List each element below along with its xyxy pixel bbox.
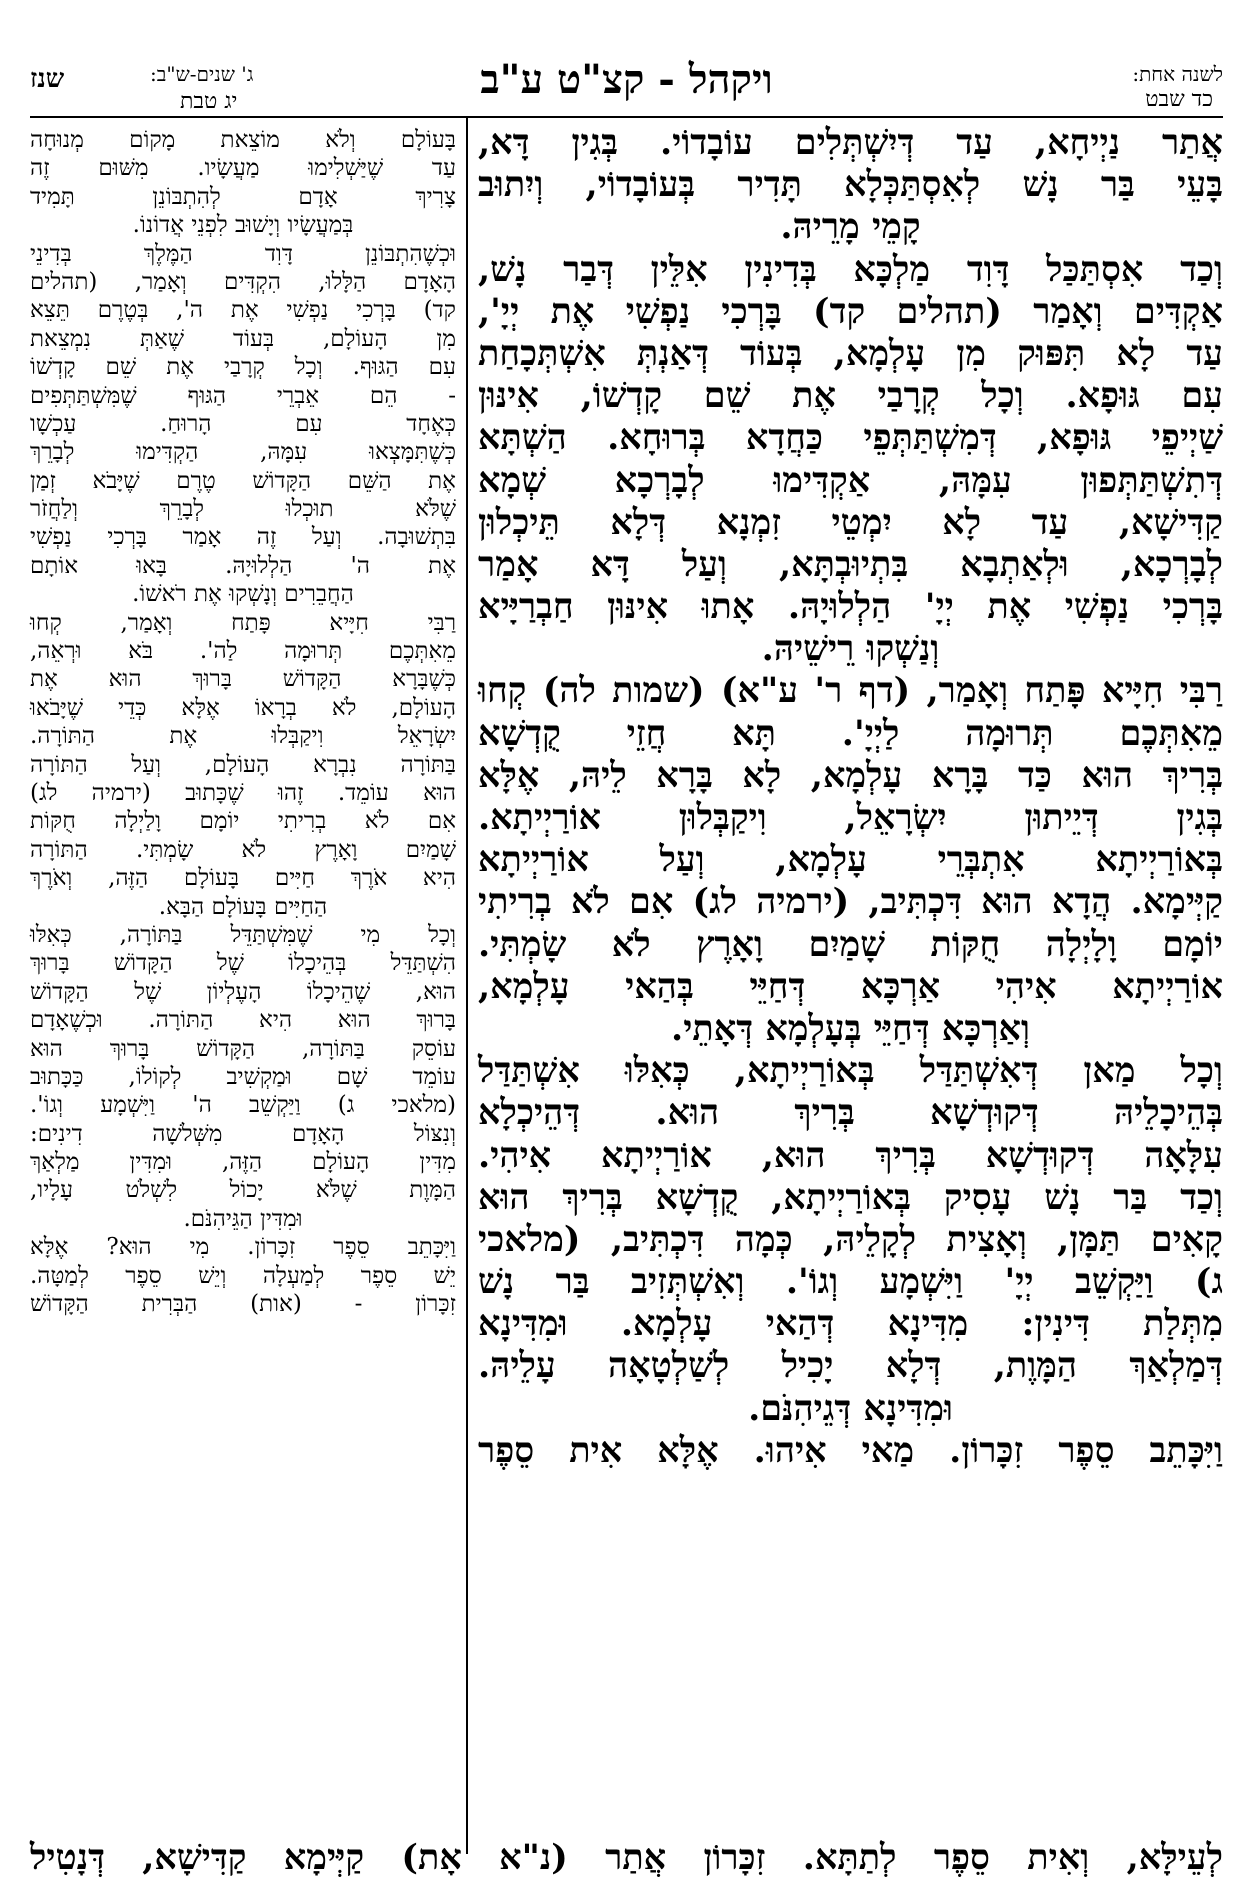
text-line: וְכַד אִסְתַּכַּל דָּוִד מַלְכָּא בְּדִינִין אִלֵּין דְּבַר נָשׁ, [478,248,1223,290]
text-line: קָאִים תַּמָּן, וְאָצִית לְקָלֵיהּ, כְּמָה דִּכְתִּיב, (מלאכי [478,1218,1223,1260]
text-line: בַּתּוֹרָה נִבְרָא הָעוֹלָם, וְעַל הַתּוֹרָה [30,751,456,778]
main-text-column [478,122,1223,1472]
text-line: בָּרְכִי נַפְשִׁי אֶת יְיָ' הַלְלוּיָהּ. אָתוּ אִינּוּן חַבְרַיָּיא [478,586,1223,628]
text-line: רַבִּי חִיָּיא פָּתַח וְאָמַר, (דף ר' ע"א) (שמות לה) קְחוּ [478,670,1223,712]
text-line: זִכָּרוֹן - (אות) הַבְּרִית הַקָּדוֹשׁ [30,1291,456,1318]
text-line: - הֵם אֵבְרֵי הַגּוּף שֶׁמִּשְׁתַּתְּפִים [30,382,456,409]
text-line: עַד שֶׁיַּשְׁלִימוּ מַעֲשָׂיו. מִשּׁוּם זֶה [30,155,456,182]
text-line: הוּא, שֶׁהֵיכָלוֹ הָעֶלְיוֹן שֶׁל הַקָּדוֹשׁ [30,978,456,1005]
text-line: מִדִּין הָעוֹלָם הַזֶּה, וּמִדִּין מַלְאַךְ [30,1149,456,1176]
text-line: הַחֲבֵרִים וְנָשְׁקוּ אֶת רֹאשׁוֹ. [132,581,354,608]
text-line: לְבָרְכָא, וּלְאַתְבָא בִּתְיוּבְתָּא, וְעַל דָּא אָמַר [478,543,1223,585]
text-line: מֵאִתְּכֶם תְּרוּמָה לַה'. בֹּא וּרְאֵה, [30,638,456,665]
text-line: עִם גּוּפָא. וְכָל קְרָבַי אֶת שֵׁם קָדְשׁוֹ, אִינּוּן [478,375,1223,417]
text-line: יִשְׂרָאֵל וִיקַבְּלוּ אֶת הַתּוֹרָה. [30,723,456,750]
text-line: וַיִּכָּתֵב סֵפֶר זִכָּרוֹן. מִי הוּא? אֶלָּא [30,1234,456,1261]
text-line: הָעוֹלָם, לֹא בְרָאוֹ אֶלָּא כְּדֵי שֶׁיָּבֹאוּ [30,694,456,721]
text-line: וּכְשֶׁהִתְבּוֹנֵן דָּוִד הַמֶּלֶךְ בְּדִינֵי [30,240,456,267]
text-line: לְעֵילָּא, וְאִית סֵפֶר לְתַתָּא. זִכָּרוֹן אֲתַר (נ"א אָת) קַיְּימָא קַדִּישָׁא, דְּנָטִיל [30,1837,1223,1878]
text-line: עַד לָא תִּפּוּק מִן עָלְמָא, בְּעוֹד דְּאַנְתְּ אִשְׁתְּכָחַת [478,332,1223,374]
page-number: שנז [30,64,65,94]
text-line: וַיִּכָּתֵב סֵפֶר זִכָּרוֹן. מַאי אִיהוּ. אֶלָּא אִית סֵפֶר [478,1429,1223,1471]
text-line: בָּעֵי בַּר נָשׁ לְאִסְתַּכְּלָא תָּדִיר בְּעוֹבָדוֹי, וְיִתוּב [478,164,1223,206]
text-line: רַבִּי חִיָּיא פָּתַח וְאָמַר, קְחוּ [30,609,456,636]
column-divider [466,118,468,1854]
text-line: כְּשֶׁבָּרָא הַקָּדוֹשׁ בָּרוּךְ הוּא אֶת [30,666,456,693]
text-line: אֶת ה' הַלְלוּיָהּ. בָּאוּ אוֹתָם [30,552,456,579]
text-line: וְנַשְׁקוּ רֵישֵׁיהּ. [761,628,940,670]
text-line: בְּגִין דְּיֵיתוּן יִשְׂרָאֵל, וִיקַבְּלוּן אוֹרַיְיתָא. [478,797,1223,838]
text-line: כְּאֶחָד עִם הָרוּחַ. עַכְשָׁו [30,410,456,437]
text-line: עוֹמֵד שָׁם וּמַקְשִׁיב לְקוֹלוֹ, כַּכָּתוּב [30,1063,456,1090]
text-line: עִם הַגּוּף. וְכָל קְרָבַי אֶת שֵׁם קָדְשׁוֹ [30,354,456,381]
text-line: שֶׁלֹּא תוּכְלוּ לְבָרֵךְ וְלַחֲזֹר [30,496,456,523]
text-line: מֵאִתְּכֶם תְּרוּמָה לַיְיָ'. תָּא חֲזֵי קֻדְשָׁא [478,712,1223,754]
text-line: כְּשֶׁתִּמָּצְאוּ עִמָּהּ, הַקְדִּימוּ לְבָרֵךְ [30,439,456,466]
text-line: אֶת הַשֵּׁם הַקָּדוֹשׁ טֶרֶם שֶׁיָּבֹא זְמַן [30,467,456,494]
schedule-one-year-date: כד שבט [1145,87,1213,112]
text-line: וְכָל מַאן דְּאִשְׁתַּדַּל בְּאוֹרַיְיתָא, כְּאִלּוּ אִשְׁתַּדַּל [478,1050,1223,1092]
schedule-one-year: לשנה אחת: [1132,62,1223,86]
text-line: ג) וַיַּקְשֵׁב יְיָ' וַיִּשְׁמָע וְגוֹ'. וְאִשְׁתְּזִיב בַּר נָשׁ [478,1261,1223,1303]
text-line: הִשְׁתַּדֵּל בְּהֵיכָלוֹ שֶׁל הַקָּדוֹשׁ בָּרוּךְ [30,950,456,977]
text-line: וּמִדִּינָא דְּגֵיהִנֹּם. [748,1387,953,1429]
text-line: וְכַד בַּר נָשׁ עָסִיק בְּאוֹרַיְיתָא, קֻדְשָׁא בְּרִיךְ הוּא [478,1176,1223,1218]
text-line: מִתְּלַת דִּינִין: מִדִּינָא דְּהַאי עָלְמָא. וּמִדִּינָא [478,1303,1223,1345]
text-line: וּמִדִּין הַגֵּיהִנֹּם. [183,1205,303,1232]
text-line: הִיא אֹרֶךְ חַיִּים בָּעוֹלָם הַזֶּה, וְאֹרֶךְ [30,865,456,892]
text-line: מִן הָעוֹלָם, בְּעוֹד שֶׁאַתְּ נִמְצֵאת [30,325,456,352]
text-line: אֲתַר נַיְיחָא, עַד דְּיִשְׁתְּלִים עוֹבָדוֹי. בְּגִין דָּא, [478,122,1223,163]
text-line: הַחַיִּים בָּעוֹלָם הַבָּא. [158,893,328,920]
text-line: בְּמַעֲשָׂיו וְיָשׁוּב לִפְנֵי אֲדוֹנוֹ. [132,212,354,239]
text-line: שָׁמַיִם וָאָרֶץ לֹא שָׂמְתִּי. הַתּוֹרָה [30,836,456,863]
text-line: קַדִּישָׁא, עַד לָא יִמְטֵי זִמְנָא דְּלָא תֵּיכְלוּן [478,501,1223,543]
text-line: וְכָל מִי שֶׁמִּשְׁתַּדֵּל בַּתּוֹרָה, כְּאִלּוּ [30,921,456,948]
text-line: בִּתְשׁוּבָה. וְעַל זֶה אָמַר בָּרְכִי נַפְשִׁי [30,524,456,551]
text-line: צָרִיךְ אָדָם לְהִתְבּוֹנֵן תָּמִיד [30,183,456,210]
text-line: אוֹרַיְיתָא אִיהִי אַרְכָּא דְּחַיֵּי בְּהַאי עָלְמָא, [478,965,1223,1007]
text-line: בָּעוֹלָם וְלֹא מוֹצֵאת מָקוֹם מְנוּחָה [30,127,456,153]
text-line: קָמֵי מָרֵיהּ. [780,206,921,248]
text-line: בְּרִיךְ הוּא כַּד בָּרָא עָלְמָא, לָא בָּרָא לֵיהּ, אֶלָּא [478,754,1223,796]
text-line: (מלאכי ג) וַיַּקְשֵׁב ה' וַיִּשְׁמָע וְגוֹ'. [30,1092,456,1119]
text-line: קד) בָּרְכִי נַפְשִׁי אֶת ה', בְּטֶרֶם תֵּצֵא [30,297,456,324]
bottom-full-line [30,1836,1223,1880]
text-line: יֵשׁ סֵפֶר לְמַעְלָה וְיֵשׁ סֵפֶר לְמַטָּה. [30,1262,456,1289]
text-line: בָּרוּךְ הוּא הִיא הַתּוֹרָה. וּכְשֶׁאָדָם [30,1007,456,1034]
text-line: הַמָּוֶת שֶׁלֹּא יָכוֹל לִשְׁלֹט עָלָיו, [30,1177,456,1204]
schedule-three-years: ג' שנים-ש"ב: [150,62,254,86]
header-rule [30,116,1223,118]
text-line: דְּמַלְאַךְ הַמָּוֶת, דְּלָא יָכִיל לְשַׁלְטָאָה עָלֵיהּ. [478,1345,1223,1387]
text-line: יוֹמָם וָלָיְלָה חֻקּוֹת שָׁמַיִם וָאָרֶץ לֹא שָׂמְתִּי. [478,923,1223,965]
text-line: וְאַרְכָּא דְּחַיֵּי בְּעָלְמָא דְּאָתֵי. [671,1007,1030,1049]
text-line: אַקְדִּים וְאָמַר (תהלים קד) בָּרְכִי נַפְשִׁי אֶת יְיָ', [478,290,1223,332]
text-line: קַיְּימָא. הֲדָא הוּא דִּכְתִּיב, (ירמיה לג) אִם לֹא בְרִיתִי [478,881,1223,923]
translation-column [30,126,456,1318]
text-line: בְּאוֹרַיְיתָא אִתְבְּרֵי עָלְמָא, וְעַל אוֹרַיְיתָא [478,839,1223,881]
text-line: עִלָּאָה דְּקוּדְשָׁא בְּרִיךְ הוּא, אוֹרַיְיתָא אִיהִי. [478,1134,1223,1176]
text-line: שַׁיְיפֵי גּוּפָא, דְּמִשְׁתַּתְּפֵי כַּחֲדָא בְּרוּחָא. הַשְׁתָּא [478,417,1223,459]
text-line: וְנִצּוֹל הָאָדָם מִשְּׁלֹשָׁה דִינִים: [30,1120,456,1147]
text-line: הוּא עוֹמֵד. זֶהוּ שֶׁכָּתוּב (ירמיה לג) [30,779,456,806]
schedule-three-years-date: יג טבת [180,89,238,114]
text-line: בְּהֵיכָלֵיהּ דְּקוּדְשָׁא בְּרִיךְ הוּא. דְּהֵיכְלָא [478,1092,1223,1134]
text-line: אִם לֹא בְרִיתִי יוֹמָם וָלַיְלָה חֻקּוֹת [30,808,456,835]
page-header [30,56,1223,116]
text-line: דְּתִשְׁתַּתְּפוּן עִמָּהּ, אַקְדִּימוּ לְבָרְכָא שְׁמָא [478,459,1223,501]
text-line: עוֹסֵק בַּתּוֹרָה, הַקָּדוֹשׁ בָּרוּךְ הוּא [30,1035,456,1062]
page-title: ויקהל - קצ"ט ע"ב [480,56,773,103]
text-line: הָאָדָם הַלָּלוּ, הִקְדִּים וְאָמַר, (תהלים [30,268,456,295]
